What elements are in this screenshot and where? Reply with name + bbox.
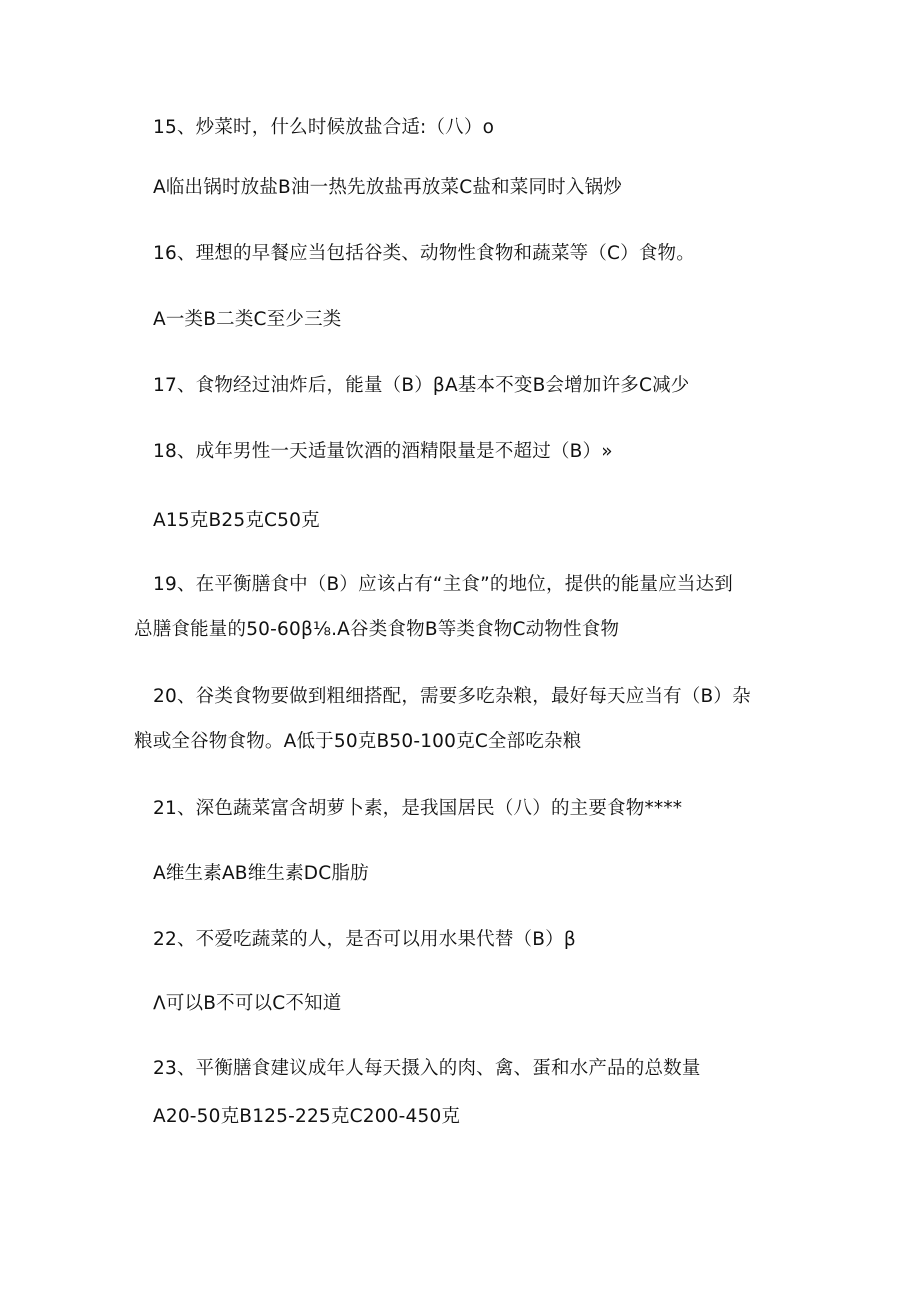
question-23: 23、平衡膳食建议成年人每天摄入的肉、禽、蛋和水产品的总数量	[153, 1058, 701, 1079]
question-16: 16、理想的早餐应当包括谷类、动物性食物和蔬菜等（C）食物。	[153, 243, 695, 264]
options-23: A20-50克B125-225克C200-450克	[153, 1106, 461, 1127]
question-21: 21、深色蔬菜富含胡萝卜素，是我国居民（八）的主要食物****	[153, 798, 683, 819]
question-15: 15、炒菜时，什么时候放盐合适:（八）o	[153, 117, 495, 138]
question-22: 22、不爱吃蔬菜的人，是否可以用水果代替（B）β	[153, 929, 576, 950]
options-22: Λ可以B不可以C不知道	[153, 993, 342, 1014]
options-21: A维生素AB维生素DC脂肪	[153, 863, 369, 884]
question-19: 19、在平衡膳食中（B）应该占有“主食”的地位，提供的能量应当达到	[153, 574, 734, 595]
question-18: 18、成年男性一天适量饮酒的酒精限量是不超过（B）»	[153, 441, 613, 462]
question-19-cont: 总膳食能量的50-60β⅛.A谷类食物B等类食物C动物性食物	[134, 619, 620, 640]
question-20-cont: 粮或全谷物食物。A低于50克B50-100克C全部吃杂粮	[134, 731, 582, 752]
options-16: A一类B二类C至少三类	[153, 309, 342, 330]
question-20: 20、谷类食物要做到粗细搭配，需要多吃杂粮，最好每天应当有（B）杂	[153, 686, 751, 707]
options-15: A临出锅时放盐B油一热先放盐再放菜C盐和菜同时入锅炒	[153, 177, 622, 198]
question-17: 17、食物经过油炸后，能量（B）βA基本不变B会增加许多C减少	[153, 375, 690, 396]
options-18: A15克B25克C50克	[153, 510, 320, 531]
